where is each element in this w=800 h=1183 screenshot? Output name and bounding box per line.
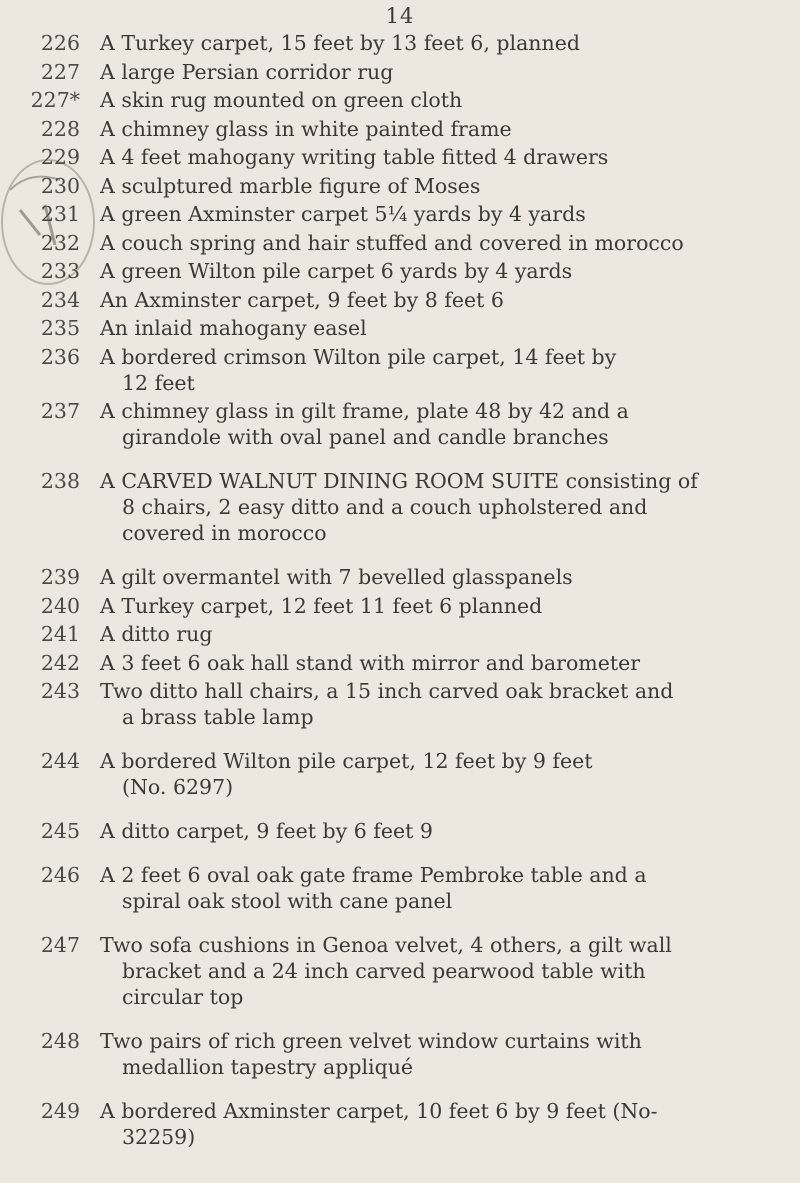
lot-number: 226: [40, 31, 80, 55]
lot-description: Two pairs of rich green velvet window curtains with medallion tapestry appliqué: [100, 1029, 642, 1079]
lot-number: 248: [40, 1029, 80, 1053]
lot-item: [0, 258, 800, 284]
lot-number: 238: [40, 469, 80, 493]
lot-item: [0, 144, 800, 170]
lot-item: [0, 818, 800, 844]
lot-description: A couch spring and hair stuffed and covered in morocco: [100, 230, 684, 255]
lot-item: [0, 468, 800, 546]
lot-number: 239: [40, 565, 80, 589]
lot-description: A bordered crimson Wilton pile carpet, 14 feet by 12 feet: [100, 344, 617, 395]
lot-number: 232: [40, 230, 80, 255]
lot-description: A 2 feet 6 oval oak gate frame Pembroke table and a spiral oak stool with cane panel: [100, 863, 647, 913]
lot-item: [0, 1098, 800, 1150]
lot-item: [0, 344, 800, 396]
lot-item: [0, 564, 800, 590]
lot-description: A Turkey carpet, 15 feet by 13 feet 6, planned: [100, 31, 580, 55]
lot-item: [0, 932, 800, 1010]
lot-item: [0, 862, 800, 914]
lot-number: 228: [40, 116, 80, 141]
page-number: 14: [385, 4, 415, 28]
lot-number: 227*: [30, 88, 80, 112]
lot-number: 244: [40, 749, 80, 773]
lot-number: 240: [40, 593, 80, 618]
lot-number: 249: [40, 1099, 80, 1123]
lot-number: 227: [40, 59, 80, 84]
lot-description: Two sofa cushions in Genoa velvet, 4 others, a gilt wall bracket and a 24 inch carved pearwood table with circular top: [100, 933, 672, 1009]
lot-description: A chimney glass in white painted frame: [100, 116, 512, 141]
lot-item: [0, 398, 800, 450]
lot-number: 246: [40, 863, 80, 887]
lot-number: 229: [40, 145, 80, 169]
lot-description: An inlaid mahogany easel: [100, 316, 367, 340]
lot-number: 242: [40, 650, 80, 675]
lot-item: [0, 87, 800, 113]
lot-item: [0, 30, 800, 56]
lot-description: A ditto carpet, 9 feet by 6 feet 9: [100, 819, 433, 843]
lot-item: [0, 1028, 800, 1080]
lot-item: [0, 201, 800, 227]
lot-item: [0, 173, 800, 199]
lot-number: 243: [40, 679, 80, 703]
lot-item: [0, 116, 800, 142]
lot-number: 237: [40, 399, 80, 423]
lot-description: A bordered Axminster carpet, 10 feet 6 by 9 feet (No- 32259): [100, 1099, 658, 1149]
lot-description: A 4 feet mahogany writing table fitted 4 drawers: [100, 145, 609, 169]
lot-number: 235: [40, 316, 80, 340]
lot-number: 234: [40, 287, 80, 312]
lot-description: A CARVED WALNUT DINING ROOM SUITE consisting of 8 chairs, 2 easy ditto and a couch upholstered and covered in morocco: [100, 469, 698, 545]
lot-item: [0, 59, 800, 85]
lot-item: [0, 593, 800, 619]
lot-description: A 3 feet 6 oak hall stand with mirror and barometer: [100, 650, 641, 675]
lot-description: A ditto rug: [100, 622, 213, 646]
lot-item: [0, 748, 800, 800]
lot-description: A skin rug mounted on green cloth: [100, 88, 463, 112]
lot-number: 230: [40, 173, 80, 198]
lot-number: 245: [40, 819, 80, 843]
lot-description: A sculptured marble figure of Moses: [100, 173, 481, 198]
lot-description: A chimney glass in gilt frame, plate 48 by 42 and a girandole with oval panel and candle branches: [100, 399, 629, 449]
lot-list: [0, 30, 800, 1153]
lot-number: 233: [40, 259, 80, 283]
lot-item: [0, 230, 800, 256]
lot-number: 247: [40, 933, 80, 957]
lot-description: A green Wilton pile carpet 6 yards by 4 yards: [100, 259, 573, 283]
lot-item: [0, 315, 800, 341]
lot-description: A green Axminster carpet 5¼ yards by 4 yards: [100, 202, 586, 226]
lot-description: A large Persian corridor rug: [100, 59, 394, 84]
lot-description: An Axminster carpet, 9 feet by 8 feet 6: [100, 287, 504, 312]
lot-number: 231: [40, 202, 80, 226]
lot-description: A bordered Wilton pile carpet, 12 feet by 9 feet (No. 6297): [100, 749, 593, 799]
lot-number: 241: [40, 622, 80, 646]
lot-description: Two ditto hall chairs, a 15 inch carved oak bracket and a brass table lamp: [100, 679, 674, 729]
lot-item: [0, 287, 800, 313]
lot-number: 236: [40, 344, 80, 369]
lot-item: [0, 621, 800, 647]
lot-description: A gilt overmantel with 7 bevelled glasspanels: [100, 565, 573, 589]
lot-item: [0, 650, 800, 676]
lot-item: [0, 678, 800, 730]
lot-description: A Turkey carpet, 12 feet 11 feet 6 planned: [100, 593, 543, 618]
